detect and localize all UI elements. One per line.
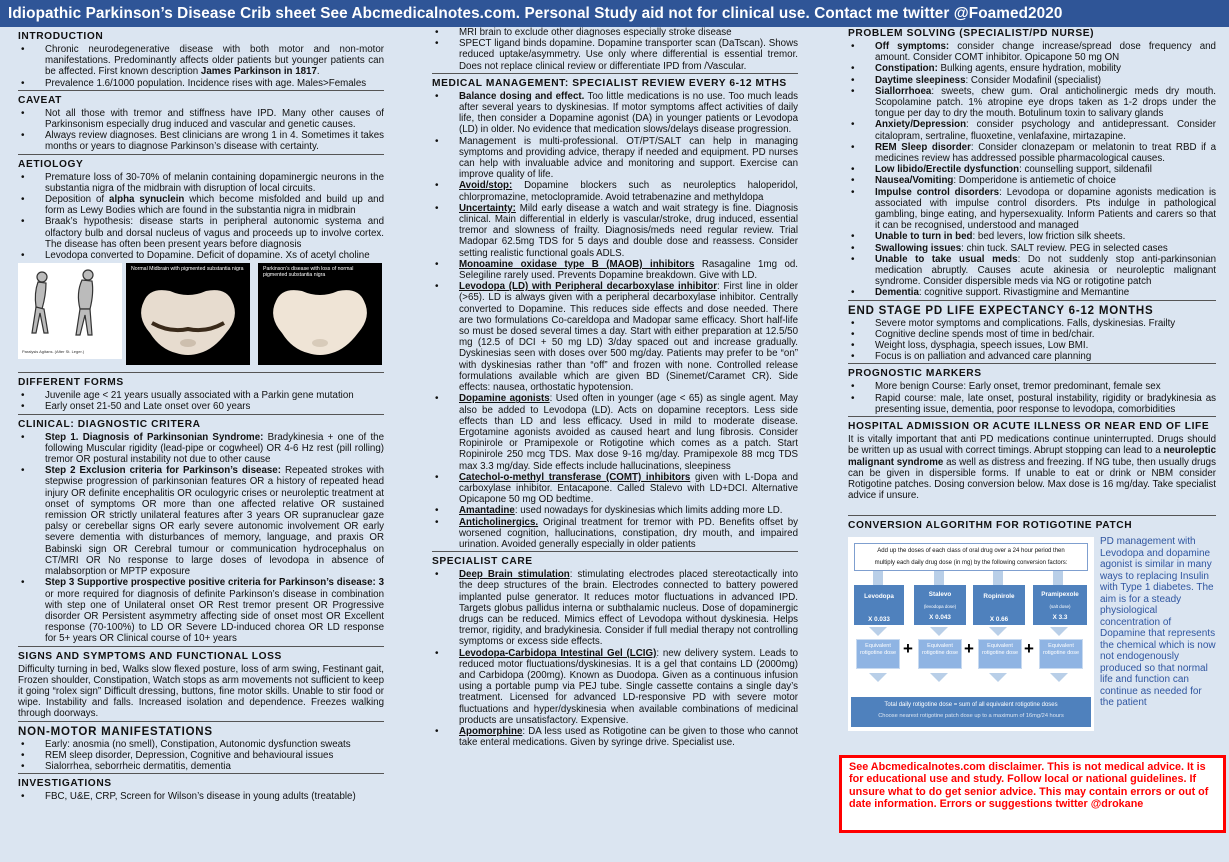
investigations-list: [18, 791, 384, 802]
list-item: [432, 203, 798, 259]
bold-text: Balance dosing and effect.: [459, 90, 585, 102]
management-heading: MEDICAL MANAGEMENT: SPECIALIST REVIEW EVERY 6-12 MTHS: [432, 77, 787, 89]
down-arrow-icon: [869, 673, 887, 682]
arrow-connector: [873, 571, 883, 585]
list-item: [432, 569, 798, 647]
bold-text: Uncertainty:: [459, 202, 516, 214]
text: Repeated strokes with stepwise progression of parkinsonian features OR a history of repeated head injury OR definite encephalitis OR oculogyric crises or neuroleptic treatment at onset of symptoms OR more than one affected relative OR sustained remission OR strictly unilateral features after 3 years OR supranuclear gaze palsy or cerebellar signs OR early severe autonomic involvement OR early severe dementia with disturbances of memory, language, and praxis OR Babinski sign OR Cerebral tumour or communication hydrocephalus on CT/MRI OR No response to large doses of levodopa in absence of malabsorption or MPTP exposure: [45, 465, 384, 578]
bold-text: REM Sleep disorder: [875, 141, 971, 153]
list-item: • Always review diagnoses. Best clinicians are wrong 1 in 4. Sometimes it takes months or years to diagnose Parkinson’s disease with certainty.: [18, 130, 384, 152]
total-line: Total daily rotigotine dose = sum of all equivalent rotigotine doses: [884, 702, 1058, 709]
text: : sweets, chew gum. Oral anticholinergic meds dry mouth. Scopolamine patch. 1% atropine eye drops taken as 1-2 drops under the tongue per day to dry the mouth. Botulinum toxin to salivary glands: [875, 85, 1216, 120]
list-item: • Severe motor symptoms and complications. Falls, dyskinesias. Frailty: [848, 318, 1216, 329]
bold-text: Levodopa (LD) with Peripheral decarboxylase inhibitor: [459, 281, 718, 293]
problem-list: [848, 41, 1216, 299]
list-item: • Juvenile age < 21 years usually associated with a Parkin gene mutation: [18, 390, 384, 401]
bold-text: Deep Brain stimulation: [459, 569, 570, 581]
text: as well as distress and freezing. If NG tube, then usually drugs can be given in dispersible forms. If unable to eat or drink or NBM consider Rotigotine patches. Dosing conversion below. Max dose is 16 mg/day. Take specialist advice if unsure.: [848, 456, 1216, 502]
intro-list: [18, 44, 384, 89]
prognostic-list: [848, 381, 1216, 415]
bold-text: Dementia: [875, 287, 919, 299]
divider: [18, 773, 384, 774]
list-item: [432, 259, 798, 281]
bold-text: Siallorrhoea: [875, 85, 932, 97]
equivalent-dose-box: Equivalent rotigotine dose: [978, 639, 1022, 669]
bold-text: Levodopa-Carbidopa Intestinal Gel (LCIG): [459, 647, 657, 659]
text: : Consider clonazepam or melatonin to treat RBD if a medicines review has addressed possible pharmacological causes.: [875, 141, 1217, 165]
figure-row: [18, 263, 384, 371]
list-item: [848, 243, 1216, 254]
down-arrow-icon: [989, 627, 1007, 636]
midbrain-icon: [262, 283, 378, 361]
list-item: • Sialorrhea, seborrheic dermatitis, dementia: [18, 761, 384, 772]
text: Rasagaline 1mg od. Selegiline rarely used. Prevents Dopamine breakdown. Give with LD.: [459, 258, 798, 282]
bold-text: James Parkinson in 1817: [200, 66, 317, 78]
text: consider change increase/spread dose frequency and amount. Consider COMT inhibitor. Opicapone 50 mg ON: [875, 41, 1216, 64]
bold-text: Daytime sleepiness: [875, 74, 966, 86]
conversion-factor: X 0.66: [989, 615, 1009, 623]
list-item: [848, 142, 1216, 164]
page-title-banner: Idiopathic Parkinson’s Disease Crib sheet See Abcmedicalnotes.com. Personal Study aid not for clinical use. Contact me twitter @Foamed2020: [0, 0, 1229, 27]
list-item: • SPECT ligand binds dopamine. Dopamine transporter scan (DaTscan). Shows reduced uptake/asymmetry. Use only where differential is essential tremor. Does not replace clinical review or differentiate IPD from /Vascular.: [432, 38, 798, 72]
forms-list: [18, 390, 384, 412]
down-arrow-icon: [1050, 627, 1068, 636]
arrow-connector: [993, 571, 1003, 585]
text: : new delivery system. Leads to reduced motor fluctuations/dyskinesias. It is a gel that contains LD (2000mg) and Carbidopa (200mg). Known as Duodopa. Given as a continuous infusion using a portable pump via PEJ tube. Single cassette contains a single day’s treatment. Licensed for advanced LD-responsive PD with severe motor fluctuations and hyper/dyskinesia when available combinations of medicinal products are unsatisfactory. Expensive.: [459, 647, 798, 726]
list-item: [432, 472, 798, 506]
text: It is vitally important that anti PD medications continue uninterrupted. Drugs should be written up as usual with correct timings. Abrupt stopping can lead to a: [848, 434, 1216, 457]
drug-box-pramipexole: [1033, 585, 1087, 625]
endstage-list: [848, 318, 1216, 363]
drug-box-ropinirole: [973, 585, 1025, 625]
list-item: [432, 648, 798, 726]
criteria-list: [18, 432, 384, 645]
list-item: • Weight loss, dysphagia, speech issues, Low BMI.: [848, 340, 1216, 351]
bold-text: Dopamine agonists: [459, 393, 550, 405]
list-item: • Rapid course: male, late onset, postural instability, rigidity or bradykinesia as presenting issue, dementia, poor response to levodopa, comorbidities: [848, 393, 1216, 415]
drug-note: (salt dose): [1049, 603, 1071, 609]
divider: [432, 73, 798, 74]
investigations-continued-list: [432, 27, 798, 72]
list-item: [848, 231, 1216, 242]
specialist-heading: SPECIALIST CARE: [432, 556, 533, 568]
text: : Domperidone is antiemetic of choice: [953, 175, 1116, 187]
bold-text: Catechol-o-methyl transferase (COMT) inhibitors: [459, 471, 691, 483]
arrow-connector: [934, 571, 944, 585]
walking-figures-icon: [18, 263, 122, 353]
divider: [18, 721, 384, 722]
equivalent-dose-box: Equivalent rotigotine dose: [1039, 639, 1083, 669]
text: Original treatment for tremor with PD. Benefits offset by worsened cognition, hallucinations, constipation, dry mouth, and impaired urination. Avoided generally especially in older patients: [459, 516, 798, 550]
divider: [848, 363, 1216, 364]
down-arrow-icon: [989, 673, 1007, 682]
bold-text: Swallowing issues: [875, 242, 962, 254]
nonmotor-heading: NON-MOTOR MANIFESTATIONS: [18, 725, 213, 738]
list-item: [18, 577, 384, 644]
conversion-side-note: PD management with Levodopa and dopamine agonist is similar in many ways to replacing Insulin with Type 1 diabetes. The aim is for a steady physiological concentration of Dopamine that represents the chemical which is now not endogenously produced so that normal life and function can continue as needed for the patient: [1100, 536, 1216, 709]
text: : consider psychology and antidepressant. Consider citalopram, sertraline, fluoxetine, venlafaxine, mirtazapine.: [875, 119, 1216, 142]
image-label: Normal Midbrain with pigmented substantia nigra: [131, 266, 244, 273]
bold-text: Step 3 Supportive prospective positive criteria for Parkinson’s disease: 3: [45, 577, 384, 589]
plus-icon: +: [1024, 639, 1034, 659]
bold-text: Low libido/Erectile dysfunction: [875, 164, 1020, 176]
list-item: • Premature loss of 30-70% of melanin containing dopaminergic neurons in the substantia nigra of the midbrain with disruption of local circuits.: [18, 172, 384, 194]
rotigotine-conversion-diagram: [848, 537, 1094, 731]
problem-heading: PROBLEM SOLVING (SPECIALIST/PD NURSE): [848, 28, 1095, 39]
text: : DA less used as Rotigotine can be given to those who cannot take enteral medications. Given by syringe drive. Specialist use.: [459, 725, 798, 749]
text: : chin tuck. SALT review. PEG in selected cases: [961, 242, 1168, 254]
list-item: • Early: anosmia (no smell), Constipation, Autonomic dysfunction sweats: [18, 739, 384, 750]
text: or more required for diagnosis of definite Parkinson’s disease in combination with step one of Unilateral onset OR Rest tremor present OR Progressive disorder OR Persistent asymmetry affecting side of onset most OR Excellent response (70-100%) to LD OR Severe LD-induced chorea OR LD response for 5+ years OR Clinical course of 10+ years: [45, 588, 384, 645]
text: : First line in older (>65). LD is always given with a peripheral decarboxylase inhibitor. Centrally converted to Dopamine. This reduces side effects and dose needed. There are two formulations Co-careldopa and Madopar same efficacy. Short half-life so must be dosed several times a day. Start with either preparation at 12.5/50 mg (12.5 of DCI + 50 mg LD) 3/day spaced out and increase gradually. Dyskinesias seen with doses over 500 mg/day. Patients may prefer to be “on” with dyskinesias rather than “off” and frozen with none. Controlled release formulations available which are given BD (Sinemet/Caramet CR). Side effects: nausea, orthostatic hypotension.: [459, 281, 798, 394]
list-item: [432, 281, 798, 393]
management-list: [432, 91, 798, 550]
drug-name: Stalevo: [928, 591, 952, 599]
divider: [18, 154, 384, 155]
list-item: [848, 164, 1216, 175]
list-item: • FBC, U&E, CRP, Screen for Wilson’s disease in young adults (treatable): [18, 791, 384, 802]
divider: [18, 646, 384, 647]
conversion-heading: CONVERSION ALGORITHM FOR ROTIGOTINE PATCH: [848, 520, 1133, 532]
text: Deposition of: [45, 194, 110, 206]
list-item: [848, 119, 1216, 141]
parkinson-posture-illustration: [18, 263, 122, 359]
column-2: [432, 27, 798, 748]
list-item: • Not all those with tremor and stiffness have IPD. Many other causes of Parkinsonism especially drug induced and vascular and genetic causes.: [18, 108, 384, 130]
divider: [18, 414, 384, 415]
aetiology-heading: AETIOLOGY: [18, 158, 84, 170]
list-item: [848, 41, 1216, 63]
prognostic-heading: PROGNOSTIC MARKERS: [848, 368, 982, 380]
text: : Consider Modafinil (specialist): [965, 74, 1101, 86]
bold-text: Constipation:: [875, 63, 938, 75]
text: : used nowadays for dyskinesias which limits adding more LD.: [514, 505, 783, 517]
column-3: [848, 27, 1216, 731]
caveat-list: [18, 108, 384, 153]
endstage-heading: END STAGE PD LIFE EXPECTANCY 6-12 MONTHS: [848, 304, 1154, 317]
image-label: Parkinson’s disease with loss of normal pigmented substantia nigra: [263, 266, 354, 279]
list-item: • More benign Course: Early onset, tremor predominant, female sex: [848, 381, 1216, 392]
list-item: [432, 726, 798, 748]
total-dose-box: [851, 697, 1091, 727]
text: : Levodopa or dopamine agonists medication is associated with impulse control disorders. Pts indulge in pathological gambling, binge eating, and hypersexuality. Inform Patients and carers so that it can be recognised, understood and managed: [875, 186, 1217, 232]
bold-text: Impulse control disorders: [875, 186, 1000, 198]
bold-text: Nausea/Vomiting: [875, 175, 954, 187]
text: : Used often in younger (age < 65) as single agent. May also be added to Levodopa (LD). Acts on dopamine receptors. Less side effects than LD and less efficacy. Used in mild to moderate disease. Ergotamine agonists avoided as caused heart and lung fibrosis. Consider Ropinirole or Pramipexole or Rotigotine which comes as a patch. Start Ropinirole 250 mcg TDS. Max dose 9-16 mg/day. Pramipexole 88 mcg TDS max 3.3 mg/day. Side effects include hallucinations, sleepiness: [459, 393, 798, 472]
text: : bed levers, low friction silk sheets.: [972, 231, 1126, 243]
list-item: • Early onset 21-50 and Late onset over 60 years: [18, 401, 384, 412]
bold-text: Avoid/stop:: [459, 180, 513, 192]
drug-box-stalevo: [914, 585, 966, 625]
list-item: • Braak’s hypothesis: disease starts in peripheral autonomic systema and olfactory bulb and dorsal nucleus of vagus and proceeds up to involve cortex. The disease has often been present years before diagnosis: [18, 216, 384, 250]
forms-heading: DIFFERENT FORMS: [18, 377, 124, 389]
text: Dopamine blockers such as neuroleptics haloperidol, chlorpromazine, metoclopramide. Avoid tetrabenazine and methyldopa: [459, 180, 798, 203]
bold-text: Amantadine: [459, 505, 515, 517]
drug-box-levodopa: [854, 585, 904, 625]
down-arrow-icon: [1050, 673, 1068, 682]
list-item: [848, 86, 1216, 120]
text: : cognitive support. Rivastigmine and Memantine: [918, 287, 1130, 299]
bold-text: Unable to take usual meds: [875, 253, 1018, 265]
plus-icon: +: [903, 639, 913, 659]
drug-name: Levodopa: [864, 593, 894, 601]
bold-text: Unable to turn in bed: [875, 231, 973, 243]
midbrain-icon: [130, 283, 246, 361]
text: which become misfolded and build up and form as Lewy Bodies which are found in the substantia nigra in midbrain: [45, 194, 384, 217]
text: : stimulating electrodes placed stereotactically into the deep structures of the brain. Electrodes connected to battery powered implanted pulse generator. It reduces motor fluctuations in advanced IPD. Targets globus pallidus interna or subthalamic nucleus. Dose of dopaminergic drugs can be reduced. Mimics effect of Levodopa without dyskinesia. Helps tremor, rigidity, and bradykinesia. Consider if full medial therapy not controlling symptoms or excess side effects.: [459, 569, 798, 648]
signs-heading: SIGNS AND SYMPTOMS AND FUNCTIONAL LOSS: [18, 650, 282, 662]
list-item: [432, 393, 798, 471]
criteria-heading: CLINICAL: DIAGNOSTIC CRITERA: [18, 418, 201, 430]
normal-midbrain-image: [126, 263, 250, 365]
divider: [848, 416, 1216, 417]
bold-text: Monoamine oxidase type B (MAOB) inhibitors: [459, 258, 695, 270]
drug-name: Ropinirole: [983, 593, 1015, 601]
list-item: [848, 254, 1216, 288]
hospital-heading: HOSPITAL ADMISSION OR ACUTE ILLNESS OR NEAR END OF LIFE: [848, 421, 1210, 433]
list-item: [432, 91, 798, 136]
plus-icon: +: [964, 639, 974, 659]
text: : counselling support, sildenafil: [1019, 164, 1152, 176]
list-item: • Management is multi-professional. OT/PT/SALT can help in managing symptoms and providing advice, therapy if needed and equipment. PD nurses can help with invaluable advice and monitoring and support. Exercise can improve quality of life.: [432, 136, 798, 181]
list-item: • REM sleep disorder, Depression, Cognitive and behavioural issues: [18, 750, 384, 761]
text: Bradykinesia + one of the following Muscular rigidity (lead-pipe or cogwheel) OR 4-6 Hz rest (pill rolling) tremor OR postural instability not due to other cause: [45, 431, 384, 466]
list-item: [848, 287, 1216, 298]
list-item: [432, 505, 798, 516]
text: : Do not suddenly stop anti-parkinsonian medication abruptly. Causes acute akinesia or neuroleptic malignant syndrome. Consider dispersible meds via NG or rotigotine patch: [875, 253, 1216, 288]
list-item: [432, 180, 798, 202]
conversion-factor: X 0.043: [929, 613, 951, 621]
column-1: [18, 29, 384, 802]
caveat-heading: CAVEAT: [18, 94, 62, 106]
list-item: [18, 465, 384, 577]
list-item: [848, 187, 1216, 232]
list-item: [848, 63, 1216, 74]
list-item: [848, 175, 1216, 186]
aetiology-list: [18, 172, 384, 262]
arrow-connector: [1053, 571, 1063, 585]
list-item: • MRI brain to exclude other diagnoses especially stroke disease: [432, 27, 798, 38]
drug-note: (levodopa dose): [923, 603, 957, 609]
divider: [432, 551, 798, 552]
bold-text: neuroleptic malignant syndrome: [848, 445, 1216, 468]
investigations-heading: INVESTIGATIONS: [18, 778, 112, 790]
bold-text: alpha synuclein: [109, 194, 185, 206]
text: .: [316, 66, 320, 78]
text: Mild early disease a watch and wait strategy is fine. Diagnosis clinical. Main differential in elderly is vascular/stroke, drug induced, essential tremor and slowness of frailty. Diagnosis/meds need regular review. Trial Madopar 62.5mg TDS for 5 days and double dose and reassess. Consider setting realistic functional goals ADLS.: [459, 202, 798, 259]
bold-text: Step 1. Diagnosis of Parkinsonian Syndrome:: [45, 431, 264, 443]
list-item: [18, 194, 384, 216]
signs-text: Difficulty turning in bed, Walks slow flexed posture, loss of arm swing, Festinant gait, Frozen shoulder, Constipation, Watch stops as arm movements not sufficient to keep it going “rolex sign” Difficult dressing, buttons, fine motor skills. Unable to stir food or wipe. Instability and falls. Increased isolation and dependence. Freezes walking through doorways.: [18, 663, 384, 720]
list-item: [18, 432, 384, 466]
down-arrow-icon: [869, 627, 887, 636]
nonmotor-list: [18, 739, 384, 773]
total-note: Choose nearest rotigotine patch dose up to a maximum of 16mg/24 hours: [878, 713, 1064, 720]
figure-caption: Paralysis Agitans. (After St. Leger.): [22, 349, 85, 355]
hospital-text: [848, 434, 1216, 501]
list-item: [432, 517, 798, 551]
conversion-factor: X 0.033: [868, 615, 890, 623]
bold-text: Apomorphine: [459, 725, 523, 737]
disclaimer-box: See Abcmedicalnotes.com disclaimer. This is not medical advice. It is for educational use and study. Follow local or national guidelines. If unsure what to do get senior advice. This may contain errors or out of date information. Errors or suggestions twitter @drokane: [839, 755, 1226, 833]
equivalent-dose-box: Equivalent rotigotine dose: [918, 639, 962, 669]
instruction-line: Add up the doses of each class of oral drug over a 24 hour period then: [877, 548, 1065, 555]
instruction-line: multiply each daily drug dose (in mg) by the following conversion factors:: [874, 560, 1068, 567]
text: given with L-Dopa and carboxylase inhibitor. Entacapone. Called Stalevo with LD+DCI. Alternative Opicapone 50 mg OD bedtime.: [459, 471, 799, 506]
specialist-list: [432, 569, 798, 748]
bold-text: Step 2 Exclusion criteria for Parkinson’s disease:: [45, 465, 281, 477]
bold-text: Off symptoms:: [875, 41, 950, 52]
text: Chronic neurodegenerative disease with both motor and non-motor manifestations. Predominantly affects older patients but younger patients can be affected. First known description: [45, 44, 384, 78]
divider: [848, 515, 1216, 516]
text: Bulking agents, ensure hydration, mobility: [937, 63, 1122, 75]
divider: [848, 300, 1216, 301]
drug-name: Pramipexole: [1041, 591, 1079, 599]
list-item: • Levodopa converted to Dopamine. Deficit of dopamine. Xs of acetyl choline: [18, 250, 384, 261]
equivalent-dose-box: Equivalent rotigotine dose: [856, 639, 900, 669]
list-item: [848, 75, 1216, 86]
conversion-factor: X 3.3: [1052, 613, 1068, 621]
intro-heading: INTRODUCTION: [18, 31, 104, 42]
list-item: • Focus is on palliation and advanced care planning: [848, 351, 1216, 362]
bold-text: Anxiety/Depression: [875, 119, 967, 131]
bold-text: Anticholinergics.: [459, 516, 539, 528]
down-arrow-icon: [930, 627, 948, 636]
down-arrow-icon: [930, 673, 948, 682]
divider: [18, 90, 384, 91]
conversion-instructions: [854, 543, 1088, 571]
text: Too little medications is no use. Too much leads after several years to dyskinesias. If motor symptoms affect activities of daily life, then consider a Dopamine agonist (DA) in younger patients or Levodopa (LD) in older. No evidence that medication slows/delays disease progression.: [459, 90, 799, 136]
pd-midbrain-image: [258, 263, 382, 365]
divider: [18, 372, 384, 373]
list-item: [18, 44, 384, 78]
list-item: • Prevalence 1.6/1000 population. Incidence rises with age. Males>Females: [18, 78, 384, 89]
list-item: • Cognitive decline spends most of time in bed/chair.: [848, 329, 1216, 340]
